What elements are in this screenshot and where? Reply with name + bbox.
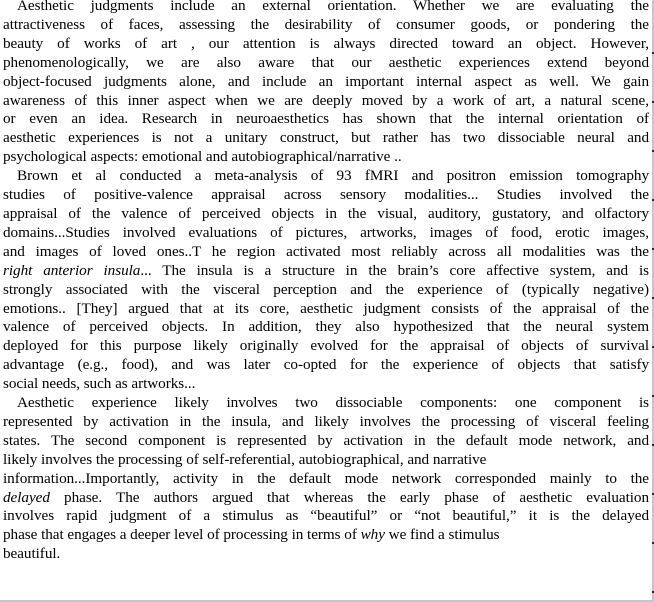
text-line: information...Importantly, activity in the default mode network corresponded mainly to the bbox=[3, 469, 649, 487]
text-line: studies of positive-valence appraisal across sensory modalities... Studies involved the bbox=[3, 186, 649, 204]
text-line: states. The second component is represented by activation in the default mode network, and bbox=[3, 431, 649, 449]
text-line: delayed phase. The authors argued that whereas the early phase of aesthetic evaluation bbox=[3, 488, 649, 506]
text-line: or even an idea. Research in neuroaesthetics has shown that the internal orientation of bbox=[3, 110, 649, 128]
text-line: attractiveness of faces, assessing the desirability of consumer goods, or pondering the bbox=[3, 15, 649, 33]
text-line: awareness of this inner aspect when we are deeply moved by a work of art, a natural scene, bbox=[3, 91, 649, 109]
emphasis-delayed: delayed bbox=[3, 488, 50, 506]
text-line: involves rapid judgment of a stimulus as “beautiful” or “not beautiful,” it is the delayed bbox=[3, 507, 649, 525]
text-line: represented by activation in the insula, and likely involves the processing of visceral feeling bbox=[3, 412, 649, 430]
text-line: and images of loved ones..T he region activated most reliably across all modalities was the bbox=[3, 242, 649, 260]
text-line: Aesthetic experience likely involves two dissociable components: one component is bbox=[17, 394, 649, 412]
paragraph-two-components bbox=[3, 394, 649, 564]
text-line: likely involves the processing of self-referential, autobiographical, and narrative bbox=[3, 450, 487, 468]
text-line: beauty of works of art , our attention is always directed toward an object. However, bbox=[3, 34, 649, 52]
text-line: Brown et al conducted a meta-analysis of 93 fMRI and positron emission tomography bbox=[17, 167, 649, 185]
text-line: psychological aspects: emotional and autobiographical/narrative .. bbox=[3, 148, 402, 166]
text-line: appraisal of the valence of perceived objects in the visual, auditory, gustatory, and olfactory bbox=[3, 204, 649, 222]
text-line: phenomenologically, we are also aware that our aesthetic experiences extend beyond bbox=[3, 53, 649, 71]
text-line: right anterior insula... The insula is a structure in the brain’s core affective system, and is bbox=[3, 261, 649, 279]
text-line: deployed for this purpose likely originally evolved for the appraisal of objects of survival bbox=[3, 337, 649, 355]
emphasis-why: why bbox=[360, 526, 385, 544]
text-line: aesthetic experiences is not a unitary construct, but rather has two dissociable neural and bbox=[3, 129, 649, 147]
emphasis-right-anterior-insula: right anterior insula bbox=[3, 261, 141, 279]
text-line: emotions.. [They] argued that at its core, aesthetic judgment consists of the appraisal of the bbox=[3, 299, 649, 317]
text-line: social needs, such as artworks... bbox=[3, 375, 196, 393]
text-line: domains...Studies involved evaluations of pictures, artworks, images of food, erotic images, bbox=[3, 223, 649, 241]
text-line: object-focused judgments alone, and include an important internal aspect as well. We gain bbox=[3, 72, 649, 90]
document-body bbox=[3, 0, 649, 564]
text-line: strongly associated with the visceral perception and the experience of (typically negative) bbox=[3, 280, 649, 298]
paragraph-meta-analysis bbox=[3, 167, 649, 394]
text-line: beautiful. bbox=[3, 545, 61, 563]
text-line: advantage (e.g., food), and was later co-opted for the experience of objects that satisfy bbox=[3, 356, 649, 374]
paragraph-external-orientation bbox=[3, 0, 649, 167]
text-line: phase that engages a deeper level of processing in terms of why we find a stimulus bbox=[3, 526, 500, 544]
text-line: Aesthetic judgments include an external orientation. Whether we are evaluating the bbox=[17, 0, 649, 14]
text-line: valence of perceived objects. In addition, they also hypothesized that the neural system bbox=[3, 318, 649, 336]
